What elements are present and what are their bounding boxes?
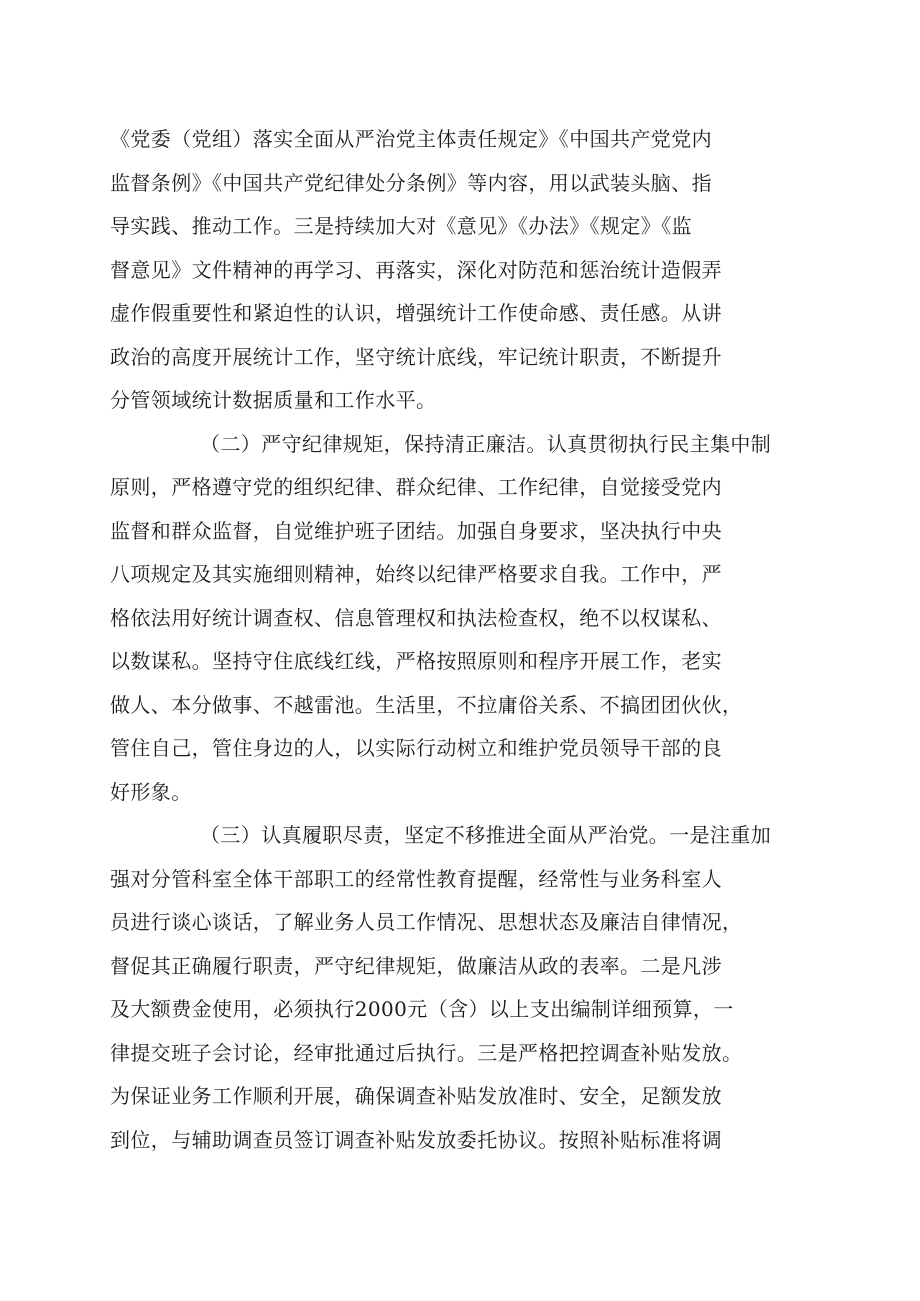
- text-line: 为保证业务工作顺利开展，确保调查补贴发放准时、安全，足额发放: [110, 1084, 722, 1108]
- text-line: 原则，严格遵守党的组织纪律、群众纪律、工作纪律，自觉接受党内: [110, 475, 722, 499]
- text-line: 员进行谈心谈话，了解业务人员工作情况、思想状态及廉洁自律情况，: [110, 910, 743, 934]
- text-line: 强对分管科室全体干部职工的经常性教育提醒，经常性与业务科室人: [110, 866, 722, 891]
- text-line: 八项规定及其实施细则精神，始终以纪律严格要求自我。工作中，严: [110, 562, 722, 586]
- document-body: [110, 118, 810, 1162]
- text-line: 监督和群众监督，自觉维护班子团结。加强自身要求，坚决执行中央: [110, 518, 722, 543]
- section-heading-line: （三）认真履职尽责，坚定不移推进全面从严治党。一是注重加: [200, 823, 772, 847]
- text-line: 分管领域统计数据质量和工作水平。: [110, 388, 437, 412]
- section-heading-line: （二）严守纪律规矩，保持清正廉洁。认真贯彻执行民主集中制: [200, 431, 772, 456]
- text-line: 格依法用好统计调查权、信息管理权和执法检查权，绝不以权谋私、: [110, 605, 722, 630]
- text-line: 律提交班子会讨论，经审批通过后执行。三是严格把控调查补贴发放。: [110, 1040, 743, 1065]
- text-line: 以数谋私。坚持守住底线红线，严格按照原则和程序开展工作，老实: [110, 649, 722, 673]
- text-line: 好形象。: [110, 779, 192, 804]
- text-line: 虚作假重要性和紧迫性的认识，增强统计工作使命感、责任感。从讲: [110, 301, 722, 325]
- text-line: 导实践、推动工作。三是持续加大对《意见》《办法》《规定》《监: [110, 214, 692, 238]
- text-line: 监督条例》《中国共产党纪律处分条例》等内容，用以武装头脑、指: [110, 170, 712, 195]
- text-line: 到位，与辅助调查员签订调查补贴发放委托协议。按照补贴标准将调: [110, 1127, 722, 1152]
- paragraph-section-2: [110, 423, 810, 815]
- paragraph-intro: [110, 118, 810, 423]
- text-line: 做人、本分做事、不越雷池。生活里，不拉庸俗关系、不搞团团伙伙，: [110, 692, 743, 717]
- text-line: 及大额费金使用，必须执行2000元（含）以上支出编制详细预算，一: [110, 997, 734, 1021]
- text-line: 政治的高度开展统计工作，坚守统计底线，牢记统计职责，不断提升: [110, 344, 722, 369]
- text-line: 管住自己，管住身边的人，以实际行动树立和维护党员领导干部的良: [110, 736, 722, 760]
- text-line: 督促其正确履行职责，严守纪律规矩，做廉洁从政的表率。二是凡涉: [110, 953, 722, 978]
- paragraph-section-3: [110, 814, 810, 1162]
- text-line: 督意见》文件精神的再学习、再落实，深化对防范和惩治统计造假弄: [110, 257, 722, 282]
- text-line: 《党委（党组）落实全面从严治党主体责任规定》《中国共产党党内: [110, 127, 712, 151]
